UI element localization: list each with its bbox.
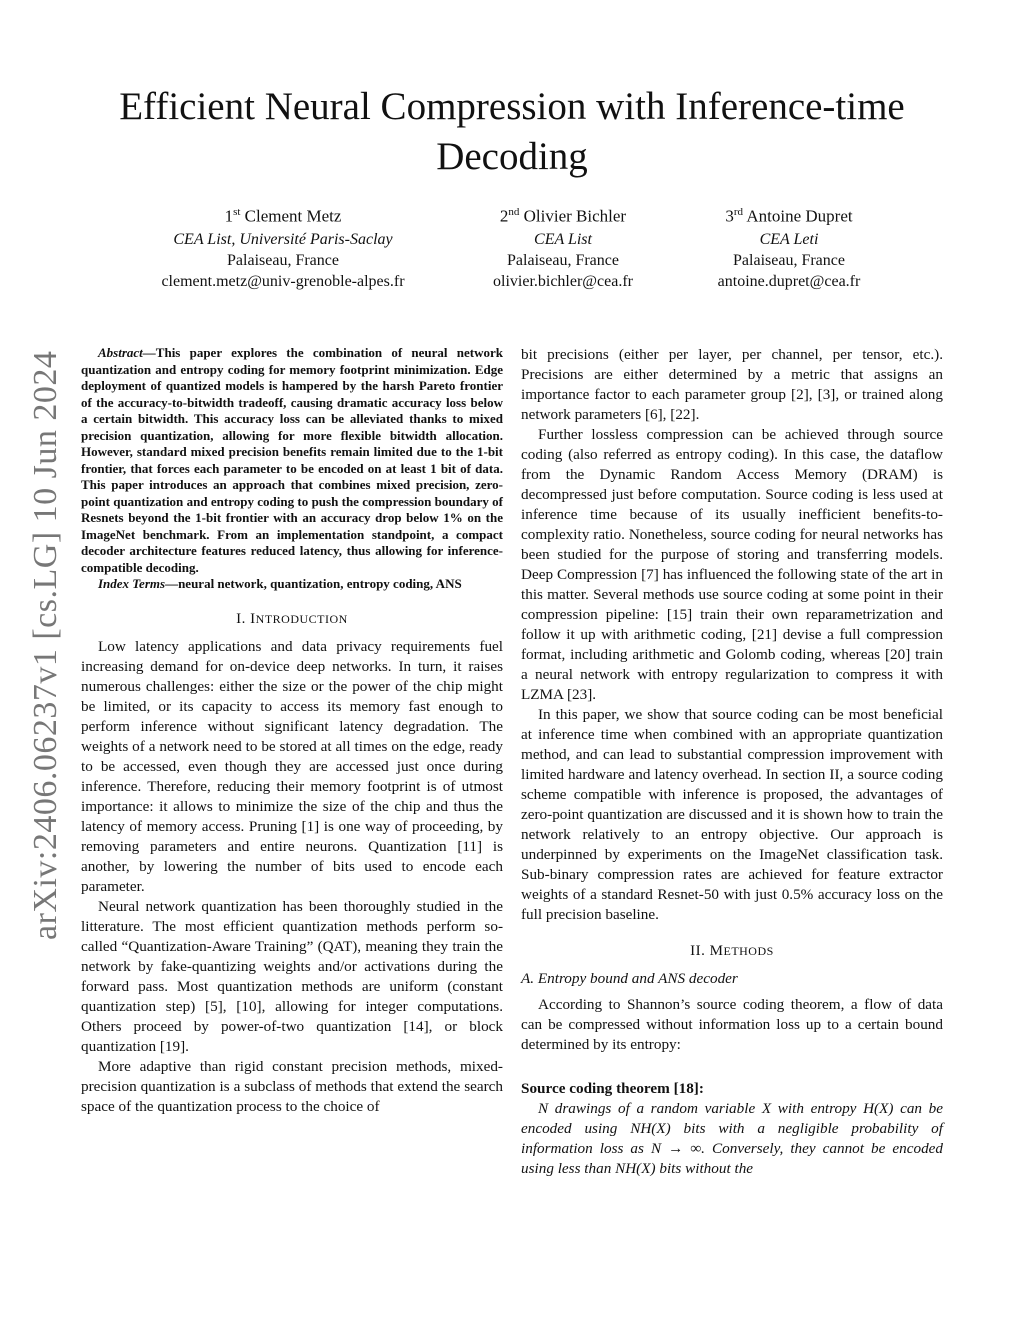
abstract [81, 345, 503, 576]
section-number: II. M [690, 943, 724, 959]
index-terms-label: Index Terms [98, 576, 166, 591]
left-column [81, 345, 503, 1117]
paragraph: More adaptive than rigid constant precision methods, mixed-precision quantization is a subclass of methods that extend the search space of the quantization process to the choice of [81, 1057, 503, 1115]
theorem-text: N drawings of a random variable X with entropy H(X) can be encoded using NH(X) bits with a negligible probability of information loss as N → ∞. Conversely, they cannot be encoded using less than NH(X) bits without the [521, 1100, 943, 1177]
author-affiliation: CEA Leti [759, 230, 819, 248]
section-title: NTRODUCTION [255, 611, 348, 626]
paper-title: Efficient Neural Compression with Inference-time Decoding [119, 85, 905, 178]
author-name: Olivier Bichler [523, 206, 627, 226]
index-terms [81, 576, 503, 593]
author-ordinal: 2 [499, 206, 509, 226]
paragraph: In this paper, we show that source coding can be most beneficial at inference time when combined with an appropriate quantization method, and can lead to substantial compression improvement with limited hardware and latency overhead. In section II, a source coding scheme compatible with inference is proposed, the advantages of zero-point quantization are discussed and it is shown how to train the network relatively to an entropy objective. Our approach is underpinned by experiments on the ImageNet classification task. Sub-binary compression rates are achieved for feature extractor weights of a standard Resnet-50 with just 0.5% accuracy loss on the full precision baseline. [521, 706, 943, 923]
author-name: Clement Metz [244, 206, 342, 226]
author-affiliation: CEA List [534, 230, 592, 248]
abstract-label: Abstract— [98, 345, 156, 360]
author-ordinal-sup: st [233, 206, 241, 218]
paragraph: bit precisions (either per layer, per channel, per tensor, etc.). Precisions are either determined by a metric that assigns an importance factor to each parameter group [2], [3], or trained along network parameters [6], [22]. [521, 346, 943, 423]
author-email: olivier.bichler@cea.fr [493, 272, 633, 290]
paragraph: Low latency applications and data privacy requirements fuel increasing demand for on-device deep networks. In turn, it raises numerous challenges: either the size or the power of the chip might be limited, or its capacity to access its memory fast enough to perform inference without significant latency degradation. The weights of a network need to be stored at all times on the edge, ready to be accessed, even though they are accessed just once during inference. Therefore, reducing their memory footprint is of utmost importance: it allows to minimize the size of the chip and thus the latency of memory access. Pruning [1] is one way of proceeding, by removing parameters and entire neurons. Quantization [11] is another, by lowering the number of bits used to encode each parameter. [81, 637, 503, 895]
author-location: Palaiseau, France [507, 251, 619, 269]
author-ordinal-sup: nd [508, 206, 520, 218]
paragraph: Further lossless compression can be achieved through source coding (also referred as entropy coding). In this case, the dataflow from the Dynamic Random Access Memory (DRAM) is decompressed just before computation. Source coding is less used at inference time because of its usually inefficient benefits-to-complexity ratio. Nonetheless, source coding for neural networks has been studied for the purpose of storing and transferring models. Deep Compression [7] has influenced the following state of the art in this matter. Several methods use source coding at some point in their compression pipeline: [15] train their own reparametrization and follow it up with arithmetic coding, [21] devise a full compression format, including arithmetic and Golomb coding, whereas [20] train a neural network with entropy regularization to compress it with LZMA [23]. [521, 426, 943, 703]
theorem-heading: Source coding theorem [18]: [521, 1080, 704, 1097]
section-heading-methods [521, 941, 943, 961]
author-ordinal-sup: rd [733, 206, 744, 218]
paragraph: According to Shannon’s source coding theorem, a flow of data can be compressed without information loss up to a certain bound determined by its entropy: [521, 996, 943, 1053]
index-terms-text: —neural network, quantization, entropy coding, ANS [165, 576, 462, 591]
author-email: antoine.dupret@cea.fr [717, 272, 861, 290]
author-name: Antoine Dupret [746, 206, 853, 226]
abstract-text: This paper explores the combination of neural network quantization and entropy coding for memory footprint minimization. Edge deployment of quantized models is hampered by the harsh Pareto frontier of the accuracy-to-bitwidth tradeoff, causing dramatic accuracy loss below a certain bitwidth. This accuracy loss can be alleviated thanks to mixed precision quantization, allowing for more flexible bitwidth allocation. However, standard mixed precision benefits remain limited due to the 1-bit frontier, that forces each parameter to be encoded on at least 1 bit of data. This paper introduces an approach that combines mixed precision, zero-point quantization and entropy coding to push the compression boundary of Resnets beyond the 1-bit frontier with an accuracy drop below 1% on the ImageNet benchmark. From an implementation standpoint, a compact decoder architecture features reduced latency, thus allowing for inference-compatible decoding. [81, 345, 503, 575]
author-3 [649, 200, 929, 292]
paragraph: Neural network quantization has been thoroughly studied in the litterature. The most efficient quantization methods perform so-called “Quantization-Aware Training” (QAT), meaning they train the network by fake-quantizing weights and/or activations during the forward pass. Most quantization methods are uniform (constant quantization step) [5], [10], allowing for integer computations. Others proceed by power-of-two quantization [14], or block quantization [19]. [81, 897, 503, 1055]
author-1 [143, 200, 423, 292]
author-ordinal: 1 [224, 206, 234, 226]
author-location: Palaiseau, France [227, 251, 339, 269]
section-title: ETHODS [723, 944, 774, 958]
author-email: clement.metz@univ-grenoble-alpes.fr [161, 272, 405, 290]
arxiv-identifier: arXiv:2406.06237v1 [cs.LG] 10 Jun 2024 [27, 350, 64, 940]
subsection-heading: A. Entropy bound and ANS decoder [521, 970, 738, 987]
author-affiliation: CEA List, Université Paris-Saclay [173, 230, 393, 248]
section-heading-introduction [81, 609, 503, 629]
author-location: Palaiseau, France [733, 251, 845, 269]
right-column [521, 345, 943, 1179]
author-ordinal: 3 [725, 206, 734, 226]
section-number: I. I [236, 610, 256, 627]
